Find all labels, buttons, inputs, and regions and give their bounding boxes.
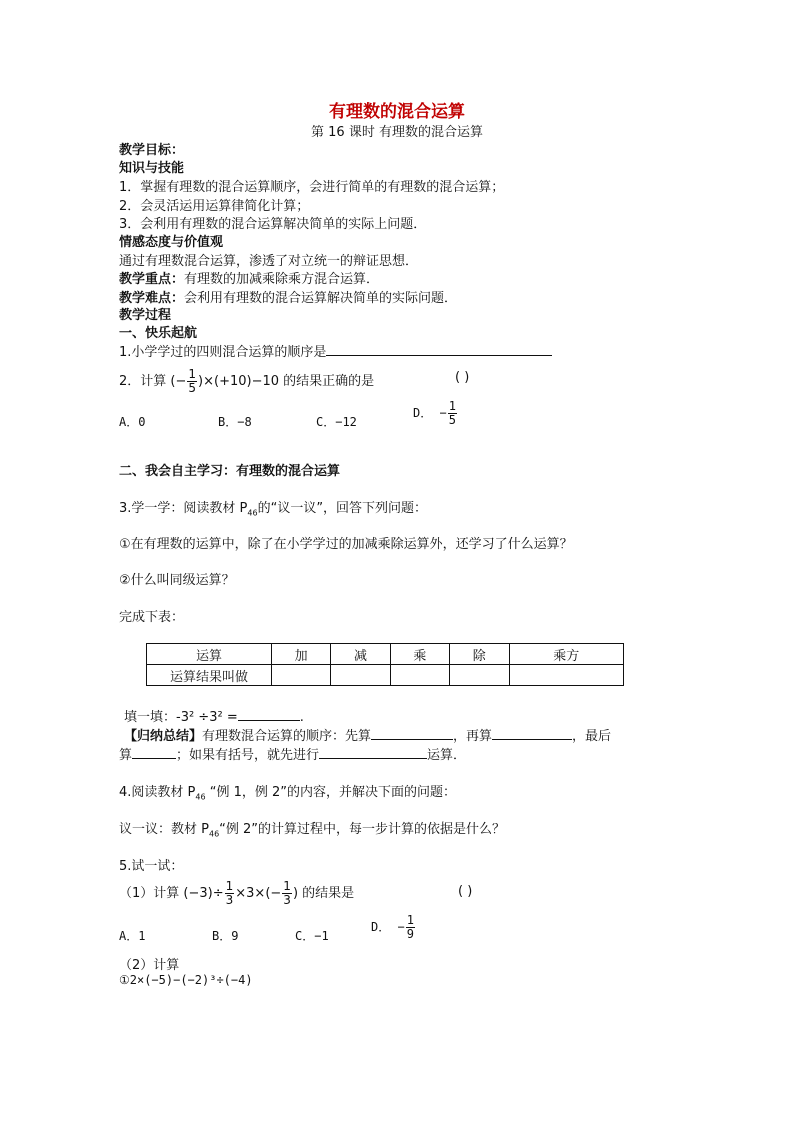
question-3-text-after: 的“议一议”，回答下列问题： <box>257 501 428 516</box>
answer-blank[interactable] <box>319 746 427 759</box>
question-4-text-before: 4.阅读教材 P <box>119 785 196 800</box>
table-cell: 乘方 <box>509 644 624 665</box>
option-d <box>413 400 458 427</box>
question-1-text: 1.小学学过的四则混合运算的顺序是 <box>119 345 327 360</box>
table-input-cell[interactable] <box>509 665 624 686</box>
question-3-item-1: ①在有理数的运算中，除了在小学学过的加减乘除运算外，还学习了什么运算？ <box>119 537 573 552</box>
table-input-cell[interactable] <box>272 665 331 686</box>
page-subscript: 46 <box>208 829 220 839</box>
summary-text: 有理数混合运算的顺序：先算 <box>202 729 372 744</box>
knowledge-item-3: 3．会利用有理数的混合运算解决简单的实际上问题． <box>119 217 427 232</box>
summary-label: 【归纳总结】 <box>124 729 203 744</box>
table-cell: 运算 <box>147 644 272 665</box>
discuss-text-before: 议一议：教材 P <box>119 822 209 837</box>
option-b: B．9 <box>212 929 239 943</box>
fraction-numerator: 1 <box>283 879 291 893</box>
question-3 <box>119 497 427 518</box>
summary-line-1 <box>124 725 611 744</box>
lesson-subtitle: 第 16 课时 有理数的混合运算 <box>311 125 483 140</box>
key-point <box>119 268 379 287</box>
process-heading: 教学过程 <box>119 308 172 323</box>
fill-in: 填一填：-3² ÷3² = . <box>124 710 304 725</box>
goals-heading: 教学目标： <box>119 143 185 158</box>
fraction-numerator: 1 <box>225 879 234 893</box>
option-a: A．1 <box>119 929 146 943</box>
table-input-cell[interactable] <box>390 665 449 686</box>
answer-paren: ( ) <box>458 884 473 899</box>
option-b: B．−8 <box>218 415 252 429</box>
summary-text: 算 <box>119 748 133 763</box>
section1-heading: 一、快乐起航 <box>119 326 198 341</box>
table-input-cell[interactable] <box>331 665 390 686</box>
answer-paren: ( ) <box>455 370 470 385</box>
fill-in-text: 填一填：-3² ÷3² = <box>124 710 238 725</box>
fraction-numerator: 1 <box>448 399 456 413</box>
option-c: C．−1 <box>295 929 329 943</box>
expr-part: ×3×(− <box>235 886 282 901</box>
answer-blank[interactable] <box>371 727 453 740</box>
question-5-1-suffix: 的结果是 <box>302 886 355 901</box>
summary-text: ，最后 <box>572 729 612 744</box>
table-input-cell[interactable] <box>450 665 509 686</box>
summary-line-2 <box>119 744 466 763</box>
option-c: C．−12 <box>316 415 357 429</box>
operations-table <box>146 643 624 686</box>
question-5-1-prefix: （1）计算 <box>119 886 180 901</box>
summary-text: 运算． <box>427 748 467 763</box>
fraction-denominator: 3 <box>283 893 291 907</box>
knowledge-item-2: 2．会灵活运用运算律简化计算； <box>119 199 310 214</box>
fraction <box>187 368 197 395</box>
question-2-suffix: 的结果正确的是 <box>283 374 375 389</box>
key-text: 有理数的加减乘除乘方混合运算． <box>184 272 380 287</box>
table-intro: 完成下表： <box>119 610 185 625</box>
fraction <box>282 880 292 907</box>
table-cell: 减 <box>331 644 390 665</box>
question-1 <box>119 341 552 360</box>
table-cell: 运算结果叫做 <box>147 665 272 686</box>
answer-blank[interactable] <box>492 727 572 740</box>
table-cell: 加 <box>272 644 331 665</box>
question-4 <box>119 781 456 802</box>
fraction-denominator: 5 <box>188 381 197 395</box>
fraction <box>406 914 415 941</box>
discuss-text-after: “例 2”的计算过程中，每一步计算的依据是什么？ <box>219 822 506 837</box>
key-label: 教学重点： <box>119 272 185 287</box>
table-row <box>147 665 624 686</box>
answer-blank[interactable] <box>326 343 552 356</box>
fraction <box>225 880 235 907</box>
attitude-heading: 情感态度与价值观 <box>119 235 224 250</box>
question-4-text-after: “例 1，例 2”的内容，并解决下面的问题： <box>205 785 456 800</box>
question-2-prefix: 2．计算 <box>119 374 167 389</box>
question-5-heading: 5.试一试： <box>119 859 184 874</box>
table-cell: 乘 <box>390 644 449 665</box>
expr-rest: )×(+10)−10 <box>198 374 280 389</box>
question-5-1 <box>119 880 354 907</box>
difficulty-label: 教学难点： <box>119 291 185 306</box>
question-5-2-heading: （2）计算 <box>119 958 180 973</box>
question-3-item-2: ②什么叫同级运算？ <box>119 573 235 588</box>
option-a: A．0 <box>119 415 146 429</box>
answer-blank[interactable] <box>132 746 176 759</box>
table-row <box>147 644 624 665</box>
question-4-discuss <box>119 818 505 839</box>
expr-part: (−3)÷ <box>183 886 224 901</box>
option-d-prefix: D． − <box>413 406 447 420</box>
expr-open: (− <box>170 374 187 389</box>
knowledge-heading: 知识与技能 <box>119 161 185 176</box>
answer-blank[interactable] <box>238 708 300 721</box>
page-subscript: 46 <box>247 508 258 518</box>
difficulty-text: 会利用有理数的混合运算解决简单的实际问题． <box>184 291 458 306</box>
option-d-prefix: D． − <box>371 920 405 934</box>
fraction-numerator: 1 <box>188 367 197 381</box>
table-cell: 除 <box>450 644 509 665</box>
question-3-text-before: 3.学一学：阅读教材 P <box>119 501 248 516</box>
summary-text: ，再算 <box>453 729 493 744</box>
option-d <box>371 914 416 941</box>
section2-heading: 二、我会自主学习：有理数的混合运算 <box>119 464 341 479</box>
knowledge-item-1: 1．掌握有理数的混合运算顺序，会进行简单的有理数的混合运算； <box>119 180 505 195</box>
question-5-2-expression: ①2×(−5)−(−2)³÷(−4) <box>119 973 253 987</box>
fraction <box>448 400 457 427</box>
page-title: 有理数的混合运算 <box>329 102 465 122</box>
expr-part: ) <box>292 886 299 901</box>
summary-text: ；如果有括号，就先进行 <box>176 748 320 763</box>
page-subscript: 46 <box>195 792 206 802</box>
attitude-text: 通过有理数混合运算，渗透了对立统一的辩证思想． <box>119 254 419 269</box>
question-2 <box>119 368 374 395</box>
fraction-denominator: 5 <box>448 413 456 427</box>
fraction-denominator: 3 <box>225 893 234 907</box>
fraction-denominator: 9 <box>406 927 414 941</box>
fraction-numerator: 1 <box>406 913 414 927</box>
